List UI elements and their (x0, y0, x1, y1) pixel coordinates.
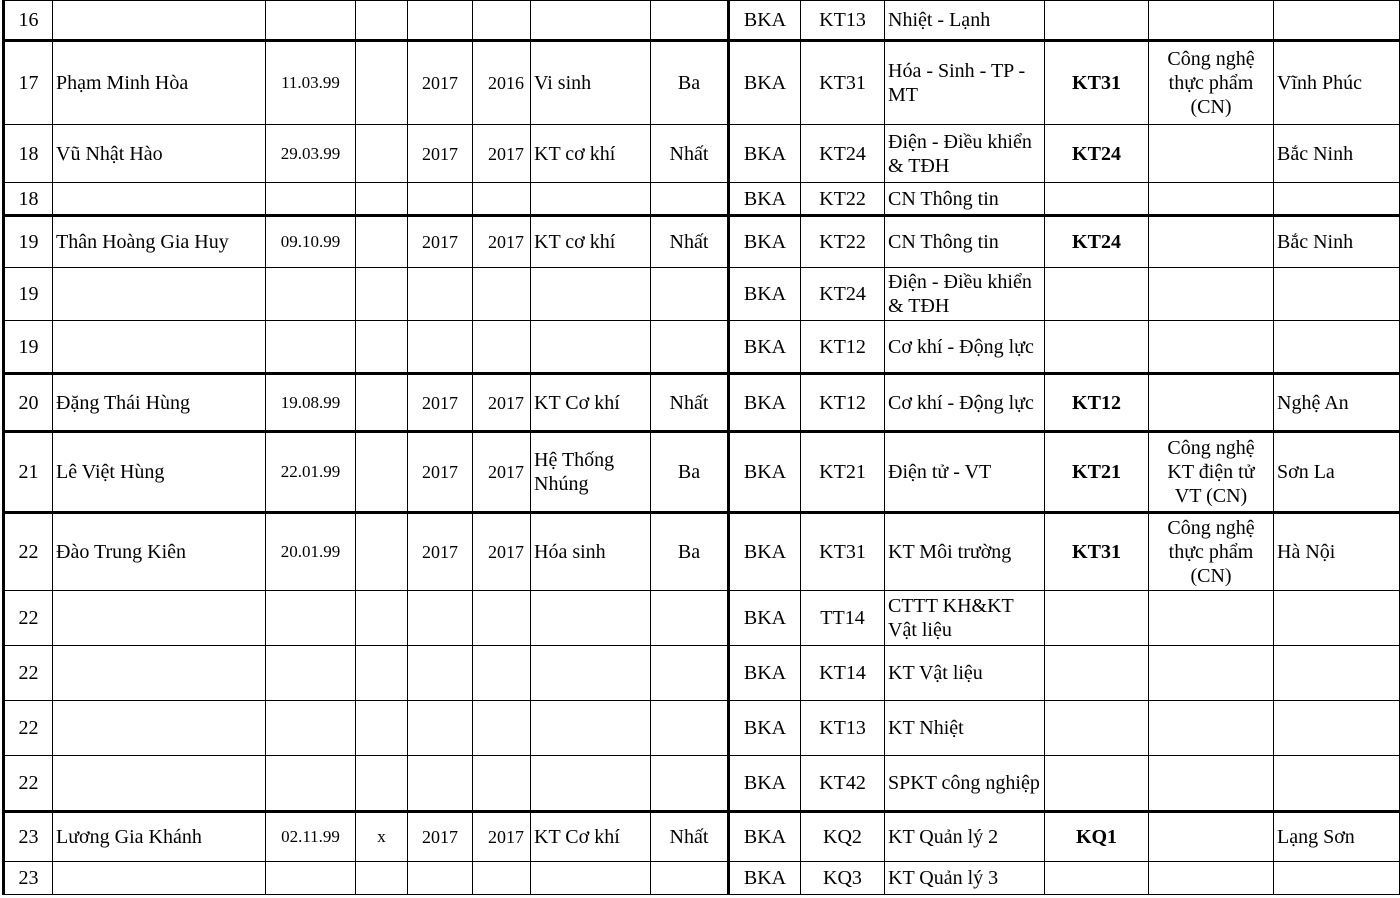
province-name-cell (1274, 321, 1400, 374)
major-name-cell: Điện tử - VT (885, 432, 1045, 513)
award-year-cell (408, 756, 473, 812)
award-year-cell (408, 646, 473, 701)
province-name-cell: Bắc Ninh (1274, 216, 1400, 268)
birth-date-cell (266, 646, 356, 701)
major-name-cell: Nhiệt - Lạnh (885, 1, 1045, 41)
flag-mark-cell (356, 1, 408, 41)
exam-year-cell: 2016 (473, 41, 531, 125)
award-rank-cell: Ba (651, 41, 729, 125)
award-year-cell (408, 862, 473, 895)
table-row (4, 374, 1400, 432)
major-name-cell: KT Môi trường (885, 513, 1045, 591)
major-name-cell: Điện - Điều khiển & TĐH (885, 268, 1045, 321)
award-rank-cell (651, 701, 729, 756)
program-name-cell (1149, 1, 1274, 41)
province-name-cell (1274, 646, 1400, 701)
exam-year-cell (473, 862, 531, 895)
exam-year-cell (473, 1, 531, 41)
major-name-cell: KT Nhiệt (885, 701, 1045, 756)
admitted-code-cell (1045, 756, 1149, 812)
program-name-cell: Công nghệ thực phẩm (CN) (1149, 41, 1274, 125)
major-name-cell: CTTT KH&KT Vật liệu (885, 591, 1045, 646)
exam-year-cell: 2017 (473, 125, 531, 183)
exam-year-cell: 2017 (473, 513, 531, 591)
flag-mark-cell: x (356, 812, 408, 862)
school-code-cell: BKA (729, 183, 801, 216)
major-code-cell: KT42 (801, 756, 885, 812)
row-number-cell: 20 (4, 374, 53, 432)
award-year-cell: 2017 (408, 374, 473, 432)
award-year-cell: 2017 (408, 125, 473, 183)
table-row (4, 125, 1400, 183)
admitted-code-cell (1045, 321, 1149, 374)
birth-date-cell: 19.08.99 (266, 374, 356, 432)
program-name-cell: Công nghệ KT điện tử VT (CN) (1149, 432, 1274, 513)
program-name-cell (1149, 701, 1274, 756)
admitted-code-cell (1045, 701, 1149, 756)
row-number-cell: 19 (4, 321, 53, 374)
major-code-cell: KT12 (801, 374, 885, 432)
table-row (4, 756, 1400, 812)
table-row (4, 1, 1400, 41)
school-code-cell: BKA (729, 432, 801, 513)
student-name-cell: Lương Gia Khánh (53, 812, 266, 862)
award-field-cell (531, 183, 651, 216)
exam-year-cell (473, 591, 531, 646)
major-code-cell: KT31 (801, 41, 885, 125)
award-year-cell: 2017 (408, 41, 473, 125)
student-name-cell (53, 756, 266, 812)
exam-year-cell: 2017 (473, 374, 531, 432)
table-row (4, 812, 1400, 862)
program-name-cell (1149, 321, 1274, 374)
birth-date-cell (266, 268, 356, 321)
flag-mark-cell (356, 591, 408, 646)
award-year-cell: 2017 (408, 216, 473, 268)
student-name-cell (53, 646, 266, 701)
award-field-cell: Vi sinh (531, 41, 651, 125)
award-field-cell: KT Cơ khí (531, 374, 651, 432)
province-name-cell: Sơn La (1274, 432, 1400, 513)
school-code-cell: BKA (729, 862, 801, 895)
school-code-cell: BKA (729, 646, 801, 701)
province-name-cell: Nghệ An (1274, 374, 1400, 432)
admitted-code-cell: KT31 (1045, 41, 1149, 125)
student-name-cell: Thân Hoàng Gia Huy (53, 216, 266, 268)
award-field-cell: KT cơ khí (531, 125, 651, 183)
program-name-cell (1149, 862, 1274, 895)
exam-year-cell (473, 701, 531, 756)
admitted-code-cell (1045, 862, 1149, 895)
admitted-code-cell (1045, 646, 1149, 701)
exam-year-cell (473, 756, 531, 812)
row-number-cell: 16 (4, 1, 53, 41)
major-name-cell: Điện - Điều khiển & TĐH (885, 125, 1045, 183)
program-name-cell: Công nghệ thực phẩm (CN) (1149, 513, 1274, 591)
student-name-cell (53, 701, 266, 756)
birth-date-cell (266, 862, 356, 895)
table-row (4, 432, 1400, 513)
table-body (4, 1, 1400, 895)
flag-mark-cell (356, 646, 408, 701)
award-rank-cell (651, 862, 729, 895)
program-name-cell (1149, 756, 1274, 812)
school-code-cell: BKA (729, 125, 801, 183)
admitted-code-cell (1045, 591, 1149, 646)
major-code-cell: KT22 (801, 183, 885, 216)
award-rank-cell: Ba (651, 432, 729, 513)
student-name-cell: Vũ Nhật Hào (53, 125, 266, 183)
major-name-cell: Cơ khí - Động lực (885, 321, 1045, 374)
birth-date-cell (266, 183, 356, 216)
award-year-cell (408, 1, 473, 41)
major-code-cell: KT24 (801, 268, 885, 321)
major-code-cell: KT21 (801, 432, 885, 513)
table-row (4, 591, 1400, 646)
school-code-cell: BKA (729, 756, 801, 812)
birth-date-cell (266, 591, 356, 646)
province-name-cell (1274, 1, 1400, 41)
birth-date-cell: 20.01.99 (266, 513, 356, 591)
school-code-cell: BKA (729, 701, 801, 756)
student-name-cell (53, 591, 266, 646)
exam-year-cell: 2017 (473, 216, 531, 268)
major-name-cell: CN Thông tin (885, 183, 1045, 216)
row-number-cell: 22 (4, 591, 53, 646)
table-row (4, 513, 1400, 591)
student-name-cell: Phạm Minh Hòa (53, 41, 266, 125)
row-number-cell: 22 (4, 701, 53, 756)
award-year-cell: 2017 (408, 432, 473, 513)
table-row (4, 862, 1400, 895)
school-code-cell: BKA (729, 1, 801, 41)
award-field-cell (531, 321, 651, 374)
program-name-cell (1149, 374, 1274, 432)
award-rank-cell: Ba (651, 513, 729, 591)
program-name-cell (1149, 812, 1274, 862)
award-year-cell (408, 268, 473, 321)
student-name-cell: Đào Trung Kiên (53, 513, 266, 591)
major-code-cell: KT13 (801, 701, 885, 756)
table-row (4, 321, 1400, 374)
birth-date-cell: 29.03.99 (266, 125, 356, 183)
flag-mark-cell (356, 183, 408, 216)
major-code-cell: KT31 (801, 513, 885, 591)
award-field-cell (531, 862, 651, 895)
province-name-cell: Lạng Sơn (1274, 812, 1400, 862)
birth-date-cell: 09.10.99 (266, 216, 356, 268)
program-name-cell (1149, 183, 1274, 216)
award-rank-cell (651, 646, 729, 701)
admitted-code-cell: KT21 (1045, 432, 1149, 513)
major-name-cell: Hóa - Sinh - TP - MT (885, 41, 1045, 125)
row-number-cell: 23 (4, 862, 53, 895)
award-year-cell (408, 591, 473, 646)
award-rank-cell (651, 268, 729, 321)
flag-mark-cell (356, 268, 408, 321)
admitted-code-cell (1045, 1, 1149, 41)
award-rank-cell: Nhất (651, 125, 729, 183)
award-rank-cell (651, 1, 729, 41)
student-name-cell: Lê Việt Hùng (53, 432, 266, 513)
award-rank-cell: Nhất (651, 216, 729, 268)
table-row (4, 41, 1400, 125)
province-name-cell (1274, 268, 1400, 321)
birth-date-cell: 11.03.99 (266, 41, 356, 125)
award-field-cell (531, 701, 651, 756)
table-row (4, 183, 1400, 216)
province-name-cell: Hà Nội (1274, 513, 1400, 591)
award-year-cell (408, 183, 473, 216)
award-field-cell (531, 268, 651, 321)
birth-date-cell (266, 1, 356, 41)
table-row (4, 701, 1400, 756)
school-code-cell: BKA (729, 513, 801, 591)
major-name-cell: Cơ khí - Động lực (885, 374, 1045, 432)
flag-mark-cell (356, 513, 408, 591)
major-code-cell: KT13 (801, 1, 885, 41)
admitted-code-cell (1045, 183, 1149, 216)
flag-mark-cell (356, 374, 408, 432)
province-name-cell: Bắc Ninh (1274, 125, 1400, 183)
table-row (4, 268, 1400, 321)
school-code-cell: BKA (729, 268, 801, 321)
birth-date-cell: 22.01.99 (266, 432, 356, 513)
exam-year-cell: 2017 (473, 432, 531, 513)
table-row (4, 216, 1400, 268)
flag-mark-cell (356, 756, 408, 812)
award-rank-cell (651, 321, 729, 374)
major-name-cell: CN Thông tin (885, 216, 1045, 268)
award-field-cell (531, 591, 651, 646)
student-name-cell (53, 321, 266, 374)
student-admission-table (2, 0, 1400, 895)
exam-year-cell (473, 646, 531, 701)
exam-year-cell: 2017 (473, 812, 531, 862)
flag-mark-cell (356, 41, 408, 125)
award-year-cell: 2017 (408, 812, 473, 862)
major-code-cell: KQ2 (801, 812, 885, 862)
major-name-cell: SPKT công nghiệp (885, 756, 1045, 812)
birth-date-cell (266, 756, 356, 812)
student-name-cell: Đặng Thái Hùng (53, 374, 266, 432)
award-year-cell (408, 321, 473, 374)
flag-mark-cell (356, 125, 408, 183)
school-code-cell: BKA (729, 216, 801, 268)
program-name-cell (1149, 125, 1274, 183)
major-code-cell: TT14 (801, 591, 885, 646)
award-field-cell (531, 646, 651, 701)
province-name-cell (1274, 862, 1400, 895)
school-code-cell: BKA (729, 591, 801, 646)
award-year-cell (408, 701, 473, 756)
province-name-cell: Vĩnh Phúc (1274, 41, 1400, 125)
admitted-code-cell: KQ1 (1045, 812, 1149, 862)
major-code-cell: KT12 (801, 321, 885, 374)
flag-mark-cell (356, 862, 408, 895)
award-rank-cell (651, 591, 729, 646)
row-number-cell: 22 (4, 513, 53, 591)
student-name-cell (53, 268, 266, 321)
award-field-cell (531, 1, 651, 41)
award-field-cell: KT Cơ khí (531, 812, 651, 862)
province-name-cell (1274, 591, 1400, 646)
exam-year-cell (473, 321, 531, 374)
row-number-cell: 22 (4, 646, 53, 701)
major-code-cell: KT14 (801, 646, 885, 701)
award-field-cell (531, 756, 651, 812)
school-code-cell: BKA (729, 374, 801, 432)
flag-mark-cell (356, 701, 408, 756)
major-code-cell: KQ3 (801, 862, 885, 895)
admitted-code-cell: KT31 (1045, 513, 1149, 591)
row-number-cell: 22 (4, 756, 53, 812)
program-name-cell (1149, 591, 1274, 646)
school-code-cell: BKA (729, 812, 801, 862)
birth-date-cell (266, 701, 356, 756)
student-name-cell (53, 183, 266, 216)
row-number-cell: 18 (4, 183, 53, 216)
school-code-cell: BKA (729, 41, 801, 125)
birth-date-cell: 02.11.99 (266, 812, 356, 862)
award-field-cell: Hóa sinh (531, 513, 651, 591)
row-number-cell: 17 (4, 41, 53, 125)
table-row (4, 646, 1400, 701)
major-code-cell: KT22 (801, 216, 885, 268)
flag-mark-cell (356, 321, 408, 374)
exam-year-cell (473, 268, 531, 321)
award-rank-cell (651, 756, 729, 812)
birth-date-cell (266, 321, 356, 374)
student-name-cell (53, 862, 266, 895)
admitted-code-cell: KT24 (1045, 216, 1149, 268)
admitted-code-cell: KT12 (1045, 374, 1149, 432)
row-number-cell: 19 (4, 216, 53, 268)
province-name-cell (1274, 701, 1400, 756)
major-code-cell: KT24 (801, 125, 885, 183)
student-name-cell (53, 1, 266, 41)
major-name-cell: KT Vật liệu (885, 646, 1045, 701)
row-number-cell: 19 (4, 268, 53, 321)
row-number-cell: 21 (4, 432, 53, 513)
award-field-cell: KT cơ khí (531, 216, 651, 268)
province-name-cell (1274, 756, 1400, 812)
major-name-cell: KT Quản lý 2 (885, 812, 1045, 862)
program-name-cell (1149, 268, 1274, 321)
admitted-code-cell: KT24 (1045, 125, 1149, 183)
flag-mark-cell (356, 432, 408, 513)
program-name-cell (1149, 646, 1274, 701)
row-number-cell: 23 (4, 812, 53, 862)
admitted-code-cell (1045, 268, 1149, 321)
exam-year-cell (473, 183, 531, 216)
award-year-cell: 2017 (408, 513, 473, 591)
school-code-cell: BKA (729, 321, 801, 374)
award-rank-cell: Nhất (651, 374, 729, 432)
award-field-cell: Hệ Thống Nhúng (531, 432, 651, 513)
flag-mark-cell (356, 216, 408, 268)
award-rank-cell (651, 183, 729, 216)
major-name-cell: KT Quản lý 3 (885, 862, 1045, 895)
row-number-cell: 18 (4, 125, 53, 183)
province-name-cell (1274, 183, 1400, 216)
award-rank-cell: Nhất (651, 812, 729, 862)
program-name-cell (1149, 216, 1274, 268)
